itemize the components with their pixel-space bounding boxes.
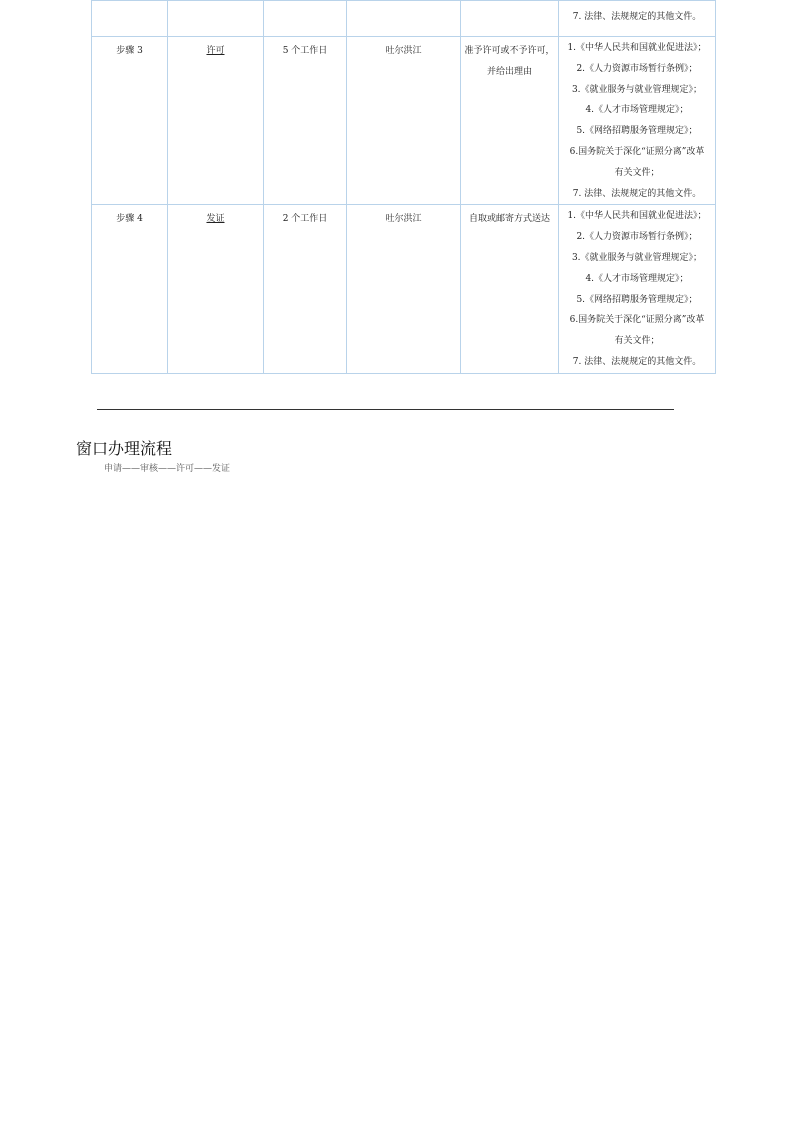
table-row — [92, 1, 716, 37]
basis-cell — [559, 1, 716, 37]
basis-line: 7. 法律、法规规定的其他文件。 — [572, 12, 702, 23]
location: 吐尔洪江 — [347, 37, 461, 205]
step-link-cell — [168, 205, 264, 373]
basis-line: 1.《中华人民共和国就业促进法》； — [567, 211, 707, 222]
horizontal-divider — [97, 409, 674, 410]
time-limit: 5 个工作日 — [264, 37, 347, 205]
basis-line: 6.国务院关于深化“证照分离”改革 — [569, 146, 705, 157]
basis-line: 2.《人力资源市场暂行条例》； — [576, 63, 698, 74]
step-label: 步骤 3 — [92, 37, 168, 205]
basis-cell — [559, 37, 716, 205]
basis-line: 有关文件； — [614, 336, 660, 347]
basis-line: 7. 法律、法规规定的其他文件。 — [572, 188, 702, 199]
time-limit: 2 个工作日 — [264, 205, 347, 373]
basis-line: 2.《人力资源市场暂行条例》； — [576, 232, 698, 243]
table-row — [92, 205, 716, 373]
basis-line: 3.《就业服务与就业管理规定》； — [571, 84, 703, 95]
table-cell — [347, 1, 461, 37]
step-link[interactable]: 发证 — [206, 214, 225, 225]
step-link[interactable]: 许可 — [206, 46, 225, 56]
result: 自取或邮寄方式送达 — [461, 205, 559, 373]
table-cell — [264, 1, 347, 37]
basis-cell — [559, 205, 716, 373]
basis-line: 4.《人才市场管理规定》； — [585, 273, 689, 284]
location: 吐尔洪江 — [347, 205, 461, 373]
basis-line: 1.《中华人民共和国就业促进法》； — [567, 43, 707, 53]
process-flow: 申请——审核——许可——发证 — [104, 464, 231, 474]
table-row — [92, 37, 716, 205]
basis-line: 5.《网络招聘服务管理规定》； — [576, 294, 698, 305]
step-label: 步骤 4 — [92, 205, 168, 373]
basis-line: 4.《人才市场管理规定》； — [585, 105, 689, 116]
table-cell — [461, 1, 559, 37]
section-title: 窗口办理流程 — [76, 439, 173, 458]
basis-line: 3.《就业服务与就业管理规定》； — [571, 252, 703, 263]
basis-line: 6.国务院关于深化“证照分离”改革 — [569, 315, 705, 326]
basis-line: 有关文件； — [614, 167, 660, 178]
table-cell — [92, 1, 168, 37]
basis-line: 7. 法律、法规规定的其他文件。 — [572, 356, 702, 367]
process-table — [91, 0, 716, 374]
basis-line: 5.《网络招聘服务管理规定》； — [576, 126, 698, 137]
step-link-cell — [168, 37, 264, 205]
table-cell — [168, 1, 264, 37]
result: 准予许可或不予许可，并给出理由 — [461, 37, 559, 205]
